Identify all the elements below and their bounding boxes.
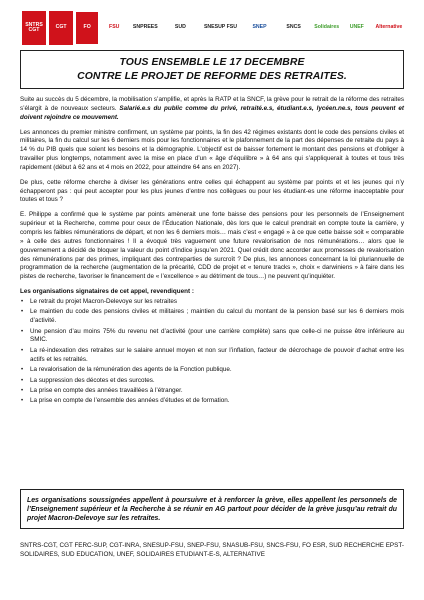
title-line-1: TOUS ENSEMBLE LE 17 DECEMBRE <box>119 56 305 68</box>
document-body <box>20 96 404 408</box>
bullet-glyph: • <box>21 328 24 335</box>
claim-text: La ré-indexation des retraites sur le salaire annuel moyen et non sur l’inflation, facteur de décrochage de pouvoir d’achat entre les actifs et les retraités. <box>30 346 404 363</box>
claim-item <box>20 328 404 346</box>
logo-alternative: Alternative <box>375 24 403 31</box>
intro-paragraph <box>20 96 404 123</box>
claim-text: La prise en compte des années travaillées à l’étranger. <box>30 387 183 395</box>
logo-sntrs-cgt: SNTRS CGT <box>22 11 46 45</box>
claims-list <box>20 298 404 406</box>
logo-cgt: CGT <box>49 11 73 45</box>
bullet-glyph: • <box>21 398 24 405</box>
claims-heading: Les organisations signataires de cet appel, revendiquent : <box>20 288 194 296</box>
logo-fsu: FSU <box>109 24 120 31</box>
bullet-glyph: • <box>21 388 24 395</box>
claim-text: Une pension d’au moins 75% du revenu net d’activité (pour une carrière complète) sans que celle-ci ne puisse être inférieure au SMIC. <box>30 327 404 344</box>
paragraph-generations: De plus, cette réforme cherche à diviser les générations entre celles qui échappent au système par points et et les jeunes qui n’y échapperont pas : qui peut accepter pour les plus jeunes d’entre nos collègues ou pour les étudiant-es une réforme inacceptable pour toutes et tous ? <box>20 178 404 204</box>
claim-item <box>20 387 404 396</box>
claim-item <box>20 397 404 406</box>
claim-item <box>20 308 404 326</box>
bullet-glyph: • <box>21 309 24 316</box>
claim-text: La revalorisation de la rémunération des agents de la Fonction publique. <box>30 366 232 374</box>
logo-solidaires: Solidaires <box>314 24 340 31</box>
logo-sncs: SNCS <box>286 24 301 31</box>
intro-text: Suite au succès du 5 décembre, la mobilisation s’amplifie, et après la RATP et la SNCF, la grève pour le retrait de la réforme des retraites s’élargit à de nouveaux secteurs. <box>20 96 404 112</box>
logo-unef: UNEF <box>349 24 364 31</box>
conclusion-text: Les organisations soussignées appellent à poursuivre et à renforcer la grève, elles appellent les personnels de l’Enseignement supérieur et la Recherche à se réunir en AG partout pour décider de la grève jusqu’au retrait du projet Macron-Delevoye sur les retraites. <box>27 496 397 522</box>
signatories-list: SNTRS-CGT, CGT FERC-SUP, CGT-INRA, SNESUP-FSU, SNEP-FSU, SNASUB-FSU, SNCS-FSU, FO ESR, SUD RECHERCHE EPST-SOLIDAIRES, SUD EDUCATION, UNEF, SOLIDAIRES ETUDIANT-E-S, ALTERNATIVE <box>20 542 404 558</box>
conclusion-box <box>20 489 404 529</box>
logo-snprees: SNPREES <box>132 24 158 31</box>
intro-emphasis: Salarié.e.s du public comme du privé, retraité.e.s, étudiant.e.s, lycéen.ne.s, tous peuvent et doivent rejoindre ce mouvement. <box>20 104 404 121</box>
paragraph-philippe: E. Philippe a confirmé que le système par points amènerait une forte baisse des pensions pour les personnels de l’Enseignement supérieur et la Recherche, comme pour ceux de l’Éducation Nationale, dès lors que le calcul prendrait en compte toute la carrière, y compris les faibles rémunérations de départ, et non les 6 derniers mois… mais c’est « engagé » à ce que cette baisse soit « comparable » à celle des autres fonctionnaires ! Il a évoqué très vaguement une future revalorisation de nos rémunérations… alors que le gouvernement a décidé de bloquer la valeur du point d’indice jusqu’en 2021. Quel crédit donc accorder aux promesses de revalorisation des rémunérations par des primes, impliquant des contreparties de surcroît ? De plus, les annonces concernant la loi pluriannuelle de programmation de la recherche (augmentation de la précarité, CDD de projet et « tenure tracks », choix « darwiniens » à faire dans les pistes de recherche, favoriser le financement de « l’excellence » au détriment de tous…) ne peuvent qu’inquiéter. <box>20 211 404 281</box>
claim-item <box>20 298 404 307</box>
logo-sud: SUD <box>174 24 186 31</box>
logo-snesup-fsu: SNESUP FSU <box>203 24 237 31</box>
claim-text: Le maintien du code des pensions civiles et militaires ; maintien du calcul du montant de la pension basé sur les 6 derniers mois d’activité. <box>30 308 404 325</box>
logo-snep: SNEP <box>252 24 267 31</box>
bullet-glyph: • <box>21 367 24 374</box>
paragraph-announcements: Les annonces du premier ministre confirment, un système par points, la fin des 42 régimes existants dont le code des pensions civiles et militaires, la fin du calcul sur les 6 derniers mois pour les fonctionnaires et le plafonnement de la part des dépenses de retraite du pays à 14 % du PIB quels que soient les besoins et la démographie. L’objectif est de baisser fortement le montant des pensions et d’obliger à travailler plus longtemps, notamment avec la mise en place d’un « âge d’équilibre » à 64 ans qui s’appliquerait à toutes et tous très rapidement (début à 62 ans et 4 mois en 2022, pour atteindre 64 ans en 2027). <box>20 128 404 171</box>
claim-text: La prise en compte de l’ensemble des années d’études et de formation. <box>30 397 230 405</box>
title-box <box>20 50 404 89</box>
title-line-2: CONTRE LE PROJET DE REFORME DES RETRAITES. <box>77 70 347 82</box>
bullet-glyph: • <box>21 298 24 305</box>
union-logos-row <box>22 8 406 48</box>
bullet-glyph: • <box>21 347 24 354</box>
claim-item <box>20 347 404 365</box>
bullet-glyph: • <box>21 377 24 384</box>
claim-text: La suppression des décotes et des surcotes. <box>30 376 155 384</box>
claim-item <box>20 377 404 386</box>
claim-text: Le retrait du projet Macron-Delevoye sur les retraites <box>30 297 177 305</box>
logo-fo: FO <box>76 12 98 44</box>
claim-item <box>20 366 404 375</box>
